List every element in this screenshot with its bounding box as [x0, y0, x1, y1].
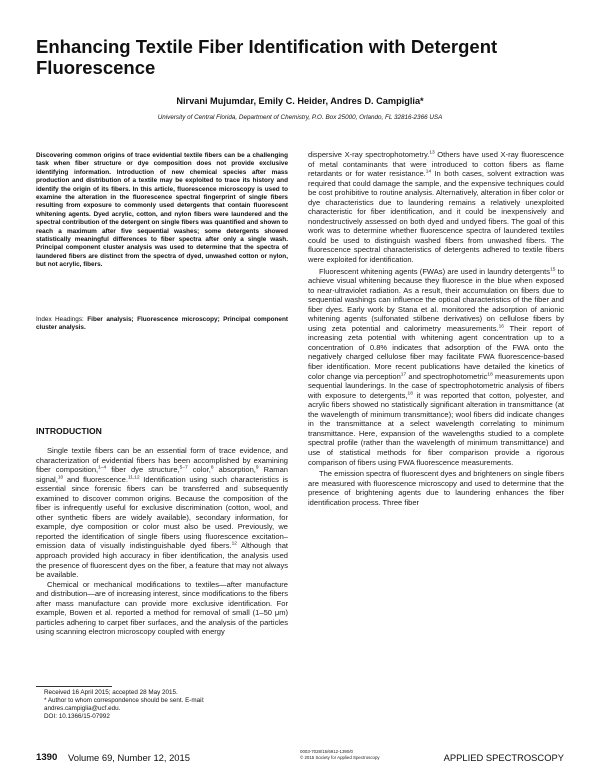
citation: 18 — [487, 372, 493, 378]
paragraph: dispersive X-ray spectrophotometry.$^{13}$ Others have used X-ray fluorescence of metal contaminants that were introduced to cotton fibers as flame retardants or for water resistance.$^{14}$ In both cases, solvent extraction was required that could damage the sample, and the expensive techniques could be cost prohibitive to routine analysis. Alternatively, alteration in fiber color or dye characteristics due to laundering remains a relatively unexploited characteristic for fiber identification, and it could be inexpensively and nondestructively assessed on both dyed and undyed fibers. The goal of this work was to determine whether fluorescence spectra of laundered textiles could be used to distinguish washed fibers from unwashed fibers. The fluorescence spectral characteristics of detergents adhered to textile fibers were exploited for identification. — [308, 150, 564, 265]
left-column-body — [36, 446, 288, 682]
paragraph: Chemical or mechanical modifications to textiles—after manufacture and distribution—are of increasing interest, since modifications to the fibers after mass manufacture can provide more exclusive identification. For example, Bowen et al. reported a method for removal of small (1–50 μm) particles adhering to carpet fiber surfaces, and the analysis of the particles using scanning electron microscopy coupled with energy — [36, 579, 288, 637]
volume-info: Volume 69, Number 12, 2015 — [68, 752, 190, 763]
citation: 8 — [210, 465, 214, 471]
citation: 16 — [498, 324, 504, 330]
citation: 10 — [57, 475, 64, 481]
doi: DOI: 10.1366/15-07992 — [44, 713, 110, 720]
paragraph: Fluorescent whitening agents (FWAs) are used in laundry detergents$^{15}$ to achieve visual whitening because they fluoresce in the blue when exposed to near-ultraviolet radiation. As a result, their accumulation on fibers due to sequential washings can influence the optical characteristics of the fiber and fiber dyes. Early work by Stana et al. monitored the adsorption of anionic whitening agents (sulfonated stilbene derivatives) on cellulose fibers by using zeta potential and calorimetry measurements.$^{16}$ Their report of increasing zeta potential with whitening agent concentration up to a concentration of 0.8% indicates that adsorption of the FWA onto the negatively charged cellulose fiber may facilitate FWA fluorescence-based fiber identification. More recent publications have detailed the kinetics of color change via perception$^{17}$ and spectrophotometric$^{18}$ measurements upon sequential launderings. In the case of spectrophotometric analysis of fibers with exposure to detergents,$^{18}$ it was reported that cotton, polyester, and acrylic fibers showed no statistically significant alteration in transmittance (at the wavelength of minimum transmittance); wool fibers did indicate changes in the transmittance at a select wavelength correlating to minimum transmittance. Here, expansion of the wavelengths studied to a complete spectral profile (rather than the wavelength of minimum transmittance) and use of statistical methods for fiber comparison provide a rigorous comparison of fibers using FWA fluorescence measurements. — [308, 266, 564, 467]
issn: 0003-7028/15/6912-1390/0 — [300, 749, 353, 754]
article-title: Enhancing Textile Fiber Identification with Detergent Fluorescence — [36, 36, 498, 78]
author-list: Nirvani Mujumdar, Emily C. Heider, Andres D. Campiglia* — [176, 96, 424, 106]
citation: 14 — [425, 169, 432, 175]
citation: 15 — [550, 267, 556, 273]
paragraph: Single textile fibers can be an essential form of trace evidence, and characterization of evidential fibers has been accomplished by examining fiber composition,$^{1-4}$ fiber dye structure,$^{5-7}$ color,$^8$ absorption,$^9$ Raman signal,$^{10}$ and fluorescence.$^{11,12}$ Identification using such characteristics is essential since forensic fibers can be transferred and subsequently examined to discover common origins. Because the composition of the fiber is infrequently useful for exclusive discrimination (cotton, wool, and other synthetic fibers are widely available), secondary information, for example, dye composition or color must also be used. Previously, we reported the identification of single fibers using fluorescence excitation–emission data of visually indistinguishable dyed fibers.$^{12}$ Although that approach provided high accuracy in fiber identification, the analysis used the presence of fluorescent dyes on the fiber, a feature that may not always be available. — [36, 446, 288, 580]
footnote-divider — [36, 686, 112, 687]
citation: 1–4 — [98, 465, 107, 471]
received-date: Received 16 April 2015; accepted 28 May 2015. — [44, 689, 178, 696]
citation: 9 — [255, 465, 259, 471]
citation: 11,12 — [127, 475, 140, 481]
right-column-body — [308, 150, 564, 744]
abstract: Discovering common origins of trace evidential textile fibers can be a challenging task when fiber structure or dye composition does not provide exclusive identifying information. Introduction of new chemical species after mass production and distribution of a textile may be exploited to trace its history and identify the origin of its fibers. In this article, fluorescence microscopy is used to examine the alteration in the fluorescence spectral fingerprint of single fibers resulting from exposure to commonly used detergents that contain fluorescent whitening agents. Dyed acrylic, cotton, and nylon fibers were laundered and the spectral contribution of the detergent on single fibers was quantified and shown to reach a maximum after five sequential washes; some detergents showed statistically meaningful differences to fiber spectra after only a single wash. Principal component cluster analysis was used to determine that the spectra of laundered fibers are distinct from the spectra of dyed, unwashed cotton or nylon, but not acrylic, fibers. — [36, 152, 288, 269]
citation: 5–7 — [179, 465, 188, 471]
index-headings — [36, 316, 288, 333]
affiliation: University of Central Florida, Department of Chemistry, P.O. Box 25000, Orlando, FL 32816-2366 USA — [157, 114, 443, 121]
paragraph: The emission spectra of fluorescent dyes and brighteners on single fibers are measured with fluorescence microscopy and used to determine that the presence of brightening agents due to laundering enhances the fiber identification process. Three fiber — [308, 469, 564, 507]
footnotes — [44, 689, 282, 721]
page-number: 1390 — [36, 752, 58, 763]
issn-block — [300, 749, 380, 761]
citation: 17 — [400, 372, 407, 378]
journal-name: APPLIED SPECTROSCOPY — [443, 752, 564, 763]
citation: 18 — [407, 391, 413, 397]
section-heading-introduction: INTRODUCTION — [36, 426, 102, 436]
citation: 12 — [231, 541, 237, 547]
index-headings-label: Index Headings: — [36, 316, 84, 323]
citation: 13 — [429, 150, 435, 156]
copyright: © 2015 Society for Applied Spectroscopy — [300, 755, 380, 760]
index-headings-terms: Fiber analysis; Fluorescence microscopy; Principal component cluster analysis. — [36, 316, 289, 332]
correspondence-note: * Author to whom correspondence should be sent. E-mail: andres.campiglia@ucf.edu. — [44, 697, 205, 712]
